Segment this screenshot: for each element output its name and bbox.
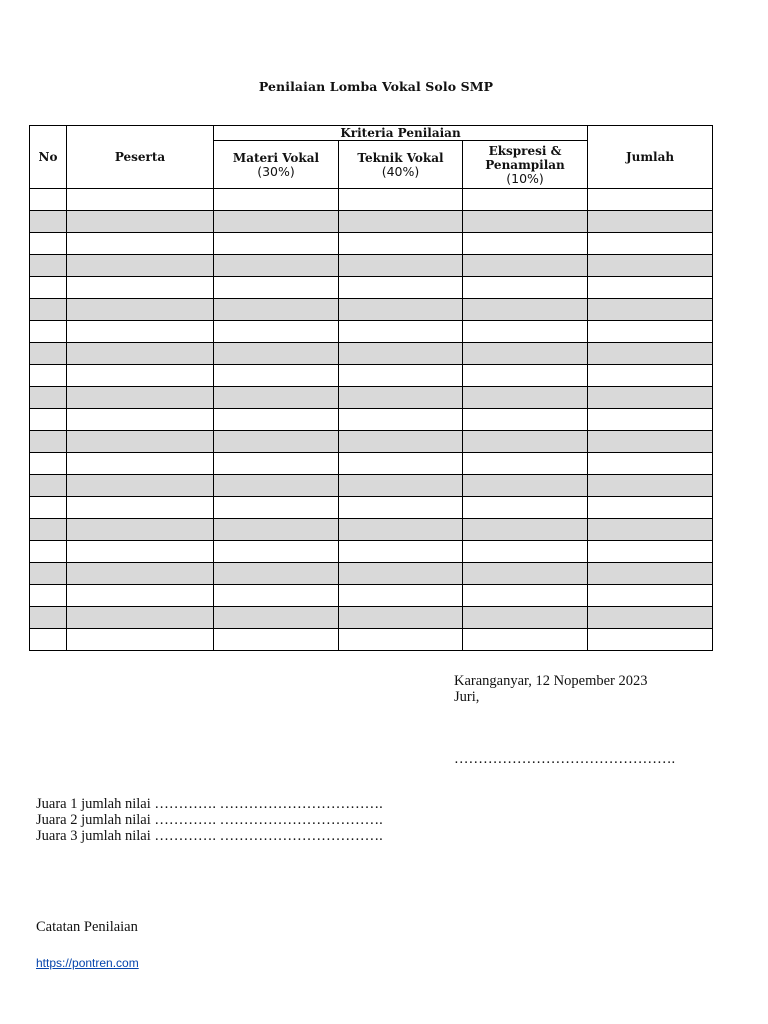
- table-cell[interactable]: [588, 321, 713, 343]
- table-row: [30, 541, 713, 563]
- table-cell[interactable]: [67, 497, 214, 519]
- table-cell[interactable]: [214, 365, 339, 387]
- header-ekspresi-percent: (10%): [506, 170, 544, 186]
- table-cell[interactable]: [214, 277, 339, 299]
- table-cell[interactable]: [30, 277, 67, 299]
- table-row: [30, 519, 713, 541]
- table-cell[interactable]: [214, 475, 339, 497]
- table-cell[interactable]: [588, 233, 713, 255]
- table-cell[interactable]: [588, 519, 713, 541]
- table-cell[interactable]: [214, 321, 339, 343]
- table-cell[interactable]: [339, 343, 463, 365]
- table-cell[interactable]: [30, 475, 67, 497]
- table-cell[interactable]: [463, 497, 588, 519]
- table-cell[interactable]: [214, 497, 339, 519]
- table-cell[interactable]: [339, 365, 463, 387]
- header-materi-vokal: [214, 141, 339, 189]
- table-cell[interactable]: [214, 387, 339, 409]
- table-cell[interactable]: [67, 475, 214, 497]
- table-cell[interactable]: [30, 365, 67, 387]
- table-cell[interactable]: [67, 519, 214, 541]
- table-cell[interactable]: [463, 629, 588, 651]
- table-cell[interactable]: [214, 343, 339, 365]
- table-cell[interactable]: [463, 211, 588, 233]
- table-cell[interactable]: [339, 629, 463, 651]
- table-cell[interactable]: [67, 299, 214, 321]
- table-cell[interactable]: [67, 563, 214, 585]
- table-cell[interactable]: [30, 255, 67, 277]
- winner-line-3: Juara 3 jumlah nilai …………. …………………………….: [36, 828, 383, 844]
- table-cell[interactable]: [339, 519, 463, 541]
- table-cell[interactable]: [339, 431, 463, 453]
- winners-list: [36, 796, 383, 844]
- table-cell[interactable]: [30, 497, 67, 519]
- header-jumlah: Jumlah: [588, 126, 713, 189]
- table-cell[interactable]: [30, 585, 67, 607]
- table-row: [30, 453, 713, 475]
- table-cell[interactable]: [67, 343, 214, 365]
- table-cell[interactable]: [463, 255, 588, 277]
- table-cell[interactable]: [67, 365, 214, 387]
- table-cell[interactable]: [339, 387, 463, 409]
- table-cell[interactable]: [339, 321, 463, 343]
- table-cell[interactable]: [67, 277, 214, 299]
- header-kriteria: Kriteria Penilaian: [214, 126, 588, 141]
- header-ekspresi-label-2: Penampilan: [485, 157, 565, 172]
- table-cell[interactable]: [339, 541, 463, 563]
- table-cell[interactable]: [339, 585, 463, 607]
- table-row: [30, 211, 713, 233]
- table-cell[interactable]: [339, 453, 463, 475]
- table-cell[interactable]: [30, 409, 67, 431]
- table-cell[interactable]: [67, 409, 214, 431]
- table-cell[interactable]: [67, 585, 214, 607]
- table-row: [30, 475, 713, 497]
- table-cell[interactable]: [339, 563, 463, 585]
- table-cell[interactable]: [588, 541, 713, 563]
- table-cell[interactable]: [339, 277, 463, 299]
- header-teknik-vokal: [339, 141, 463, 189]
- header-ekspresi-penampilan: [463, 141, 588, 189]
- table-cell[interactable]: [214, 563, 339, 585]
- score-table-body: [30, 189, 713, 651]
- table-cell[interactable]: [588, 343, 713, 365]
- table-row: [30, 321, 713, 343]
- table-cell[interactable]: [30, 541, 67, 563]
- document-title: Penilaian Lomba Vokal Solo SMP: [258, 79, 494, 94]
- signature-line: ……………………………………….: [454, 751, 676, 767]
- table-cell[interactable]: [588, 475, 713, 497]
- header-ekspresi-label-1: Ekspresi &: [488, 143, 562, 158]
- header-materi-percent: (30%): [257, 163, 295, 179]
- table-cell[interactable]: [339, 189, 463, 211]
- table-cell[interactable]: [588, 365, 713, 387]
- table-row: [30, 365, 713, 387]
- table-cell[interactable]: [30, 343, 67, 365]
- table-row: [30, 431, 713, 453]
- table-cell[interactable]: [463, 299, 588, 321]
- table-cell[interactable]: [67, 387, 214, 409]
- table-cell[interactable]: [339, 211, 463, 233]
- table-cell[interactable]: [588, 387, 713, 409]
- table-cell[interactable]: [463, 387, 588, 409]
- table-cell[interactable]: [339, 409, 463, 431]
- table-cell[interactable]: [463, 321, 588, 343]
- table-cell[interactable]: [214, 585, 339, 607]
- table-row: [30, 299, 713, 321]
- table-cell[interactable]: [67, 607, 214, 629]
- table-cell[interactable]: [30, 189, 67, 211]
- table-cell[interactable]: [588, 277, 713, 299]
- table-row: [30, 189, 713, 211]
- table-cell[interactable]: [588, 299, 713, 321]
- table-cell[interactable]: [67, 629, 214, 651]
- table-cell[interactable]: [30, 387, 67, 409]
- table-row: [30, 233, 713, 255]
- table-cell[interactable]: [214, 541, 339, 563]
- table-cell[interactable]: [588, 211, 713, 233]
- table-cell[interactable]: [588, 189, 713, 211]
- table-row: [30, 585, 713, 607]
- header-peserta: Peserta: [67, 126, 214, 189]
- table-cell[interactable]: [214, 233, 339, 255]
- table-cell[interactable]: [30, 563, 67, 585]
- table-cell[interactable]: [214, 629, 339, 651]
- table-row: [30, 409, 713, 431]
- header-teknik-percent: (40%): [381, 163, 420, 179]
- table-cell[interactable]: [463, 475, 588, 497]
- table-cell[interactable]: [214, 607, 339, 629]
- table-cell[interactable]: [30, 299, 67, 321]
- table-cell[interactable]: [339, 475, 463, 497]
- score-table: [29, 125, 713, 651]
- table-cell[interactable]: [339, 233, 463, 255]
- winner-line-2: Juara 2 jumlah nilai …………. …………………………….: [36, 812, 383, 828]
- header-teknik-label: Teknik Vokal: [357, 150, 444, 165]
- table-cell[interactable]: [214, 431, 339, 453]
- table-cell[interactable]: [463, 519, 588, 541]
- table-cell[interactable]: [214, 299, 339, 321]
- table-cell[interactable]: [339, 497, 463, 519]
- table-cell[interactable]: [30, 211, 67, 233]
- table-cell[interactable]: [463, 365, 588, 387]
- table-cell[interactable]: [463, 607, 588, 629]
- table-cell[interactable]: [67, 189, 214, 211]
- header-materi-label: Materi Vokal: [232, 150, 320, 165]
- table-cell[interactable]: [588, 497, 713, 519]
- table-cell[interactable]: [67, 321, 214, 343]
- table-cell[interactable]: [30, 629, 67, 651]
- table-cell[interactable]: [30, 607, 67, 629]
- signature-block: [454, 673, 648, 705]
- table-cell[interactable]: [67, 541, 214, 563]
- table-row: [30, 629, 713, 651]
- table-row: [30, 255, 713, 277]
- table-cell[interactable]: [30, 321, 67, 343]
- table-cell[interactable]: [214, 255, 339, 277]
- source-link[interactable]: https://pontren.com: [36, 956, 139, 970]
- table-cell[interactable]: [30, 233, 67, 255]
- table-cell[interactable]: [214, 409, 339, 431]
- table-cell[interactable]: [588, 585, 713, 607]
- table-cell[interactable]: [463, 189, 588, 211]
- table-cell[interactable]: [463, 431, 588, 453]
- table-row: [30, 343, 713, 365]
- winner-line-1: Juara 1 jumlah nilai …………. …………………………….: [36, 796, 383, 812]
- table-cell[interactable]: [588, 409, 713, 431]
- table-cell[interactable]: [463, 233, 588, 255]
- table-row: [30, 607, 713, 629]
- table-cell[interactable]: [339, 255, 463, 277]
- table-cell[interactable]: [30, 453, 67, 475]
- table-cell[interactable]: [67, 431, 214, 453]
- table-cell[interactable]: [463, 409, 588, 431]
- header-no: No: [30, 126, 67, 189]
- table-row: [30, 563, 713, 585]
- table-cell[interactable]: [463, 563, 588, 585]
- table-cell[interactable]: [463, 453, 588, 475]
- table-cell[interactable]: [30, 519, 67, 541]
- table-cell[interactable]: [588, 629, 713, 651]
- place-date: Karanganyar, 12 Nopember 2023: [454, 673, 648, 689]
- table-row: [30, 497, 713, 519]
- table-row: [30, 277, 713, 299]
- table-cell[interactable]: [67, 211, 214, 233]
- table-cell[interactable]: [588, 607, 713, 629]
- table-cell[interactable]: [588, 563, 713, 585]
- notes-label: Catatan Penilaian: [36, 919, 138, 935]
- table-cell[interactable]: [67, 255, 214, 277]
- table-cell[interactable]: [30, 431, 67, 453]
- table-cell[interactable]: [463, 277, 588, 299]
- table-cell[interactable]: [588, 255, 713, 277]
- table-cell[interactable]: [214, 189, 339, 211]
- table-cell[interactable]: [214, 453, 339, 475]
- table-cell[interactable]: [463, 541, 588, 563]
- table-cell[interactable]: [463, 585, 588, 607]
- table-cell[interactable]: [339, 299, 463, 321]
- table-cell[interactable]: [588, 453, 713, 475]
- judge-label: Juri,: [454, 689, 480, 705]
- table-cell[interactable]: [214, 211, 339, 233]
- table-cell[interactable]: [67, 453, 214, 475]
- table-row: [30, 387, 713, 409]
- table-cell[interactable]: [463, 343, 588, 365]
- table-cell[interactable]: [339, 607, 463, 629]
- table-cell[interactable]: [588, 431, 713, 453]
- table-cell[interactable]: [214, 519, 339, 541]
- table-cell[interactable]: [67, 233, 214, 255]
